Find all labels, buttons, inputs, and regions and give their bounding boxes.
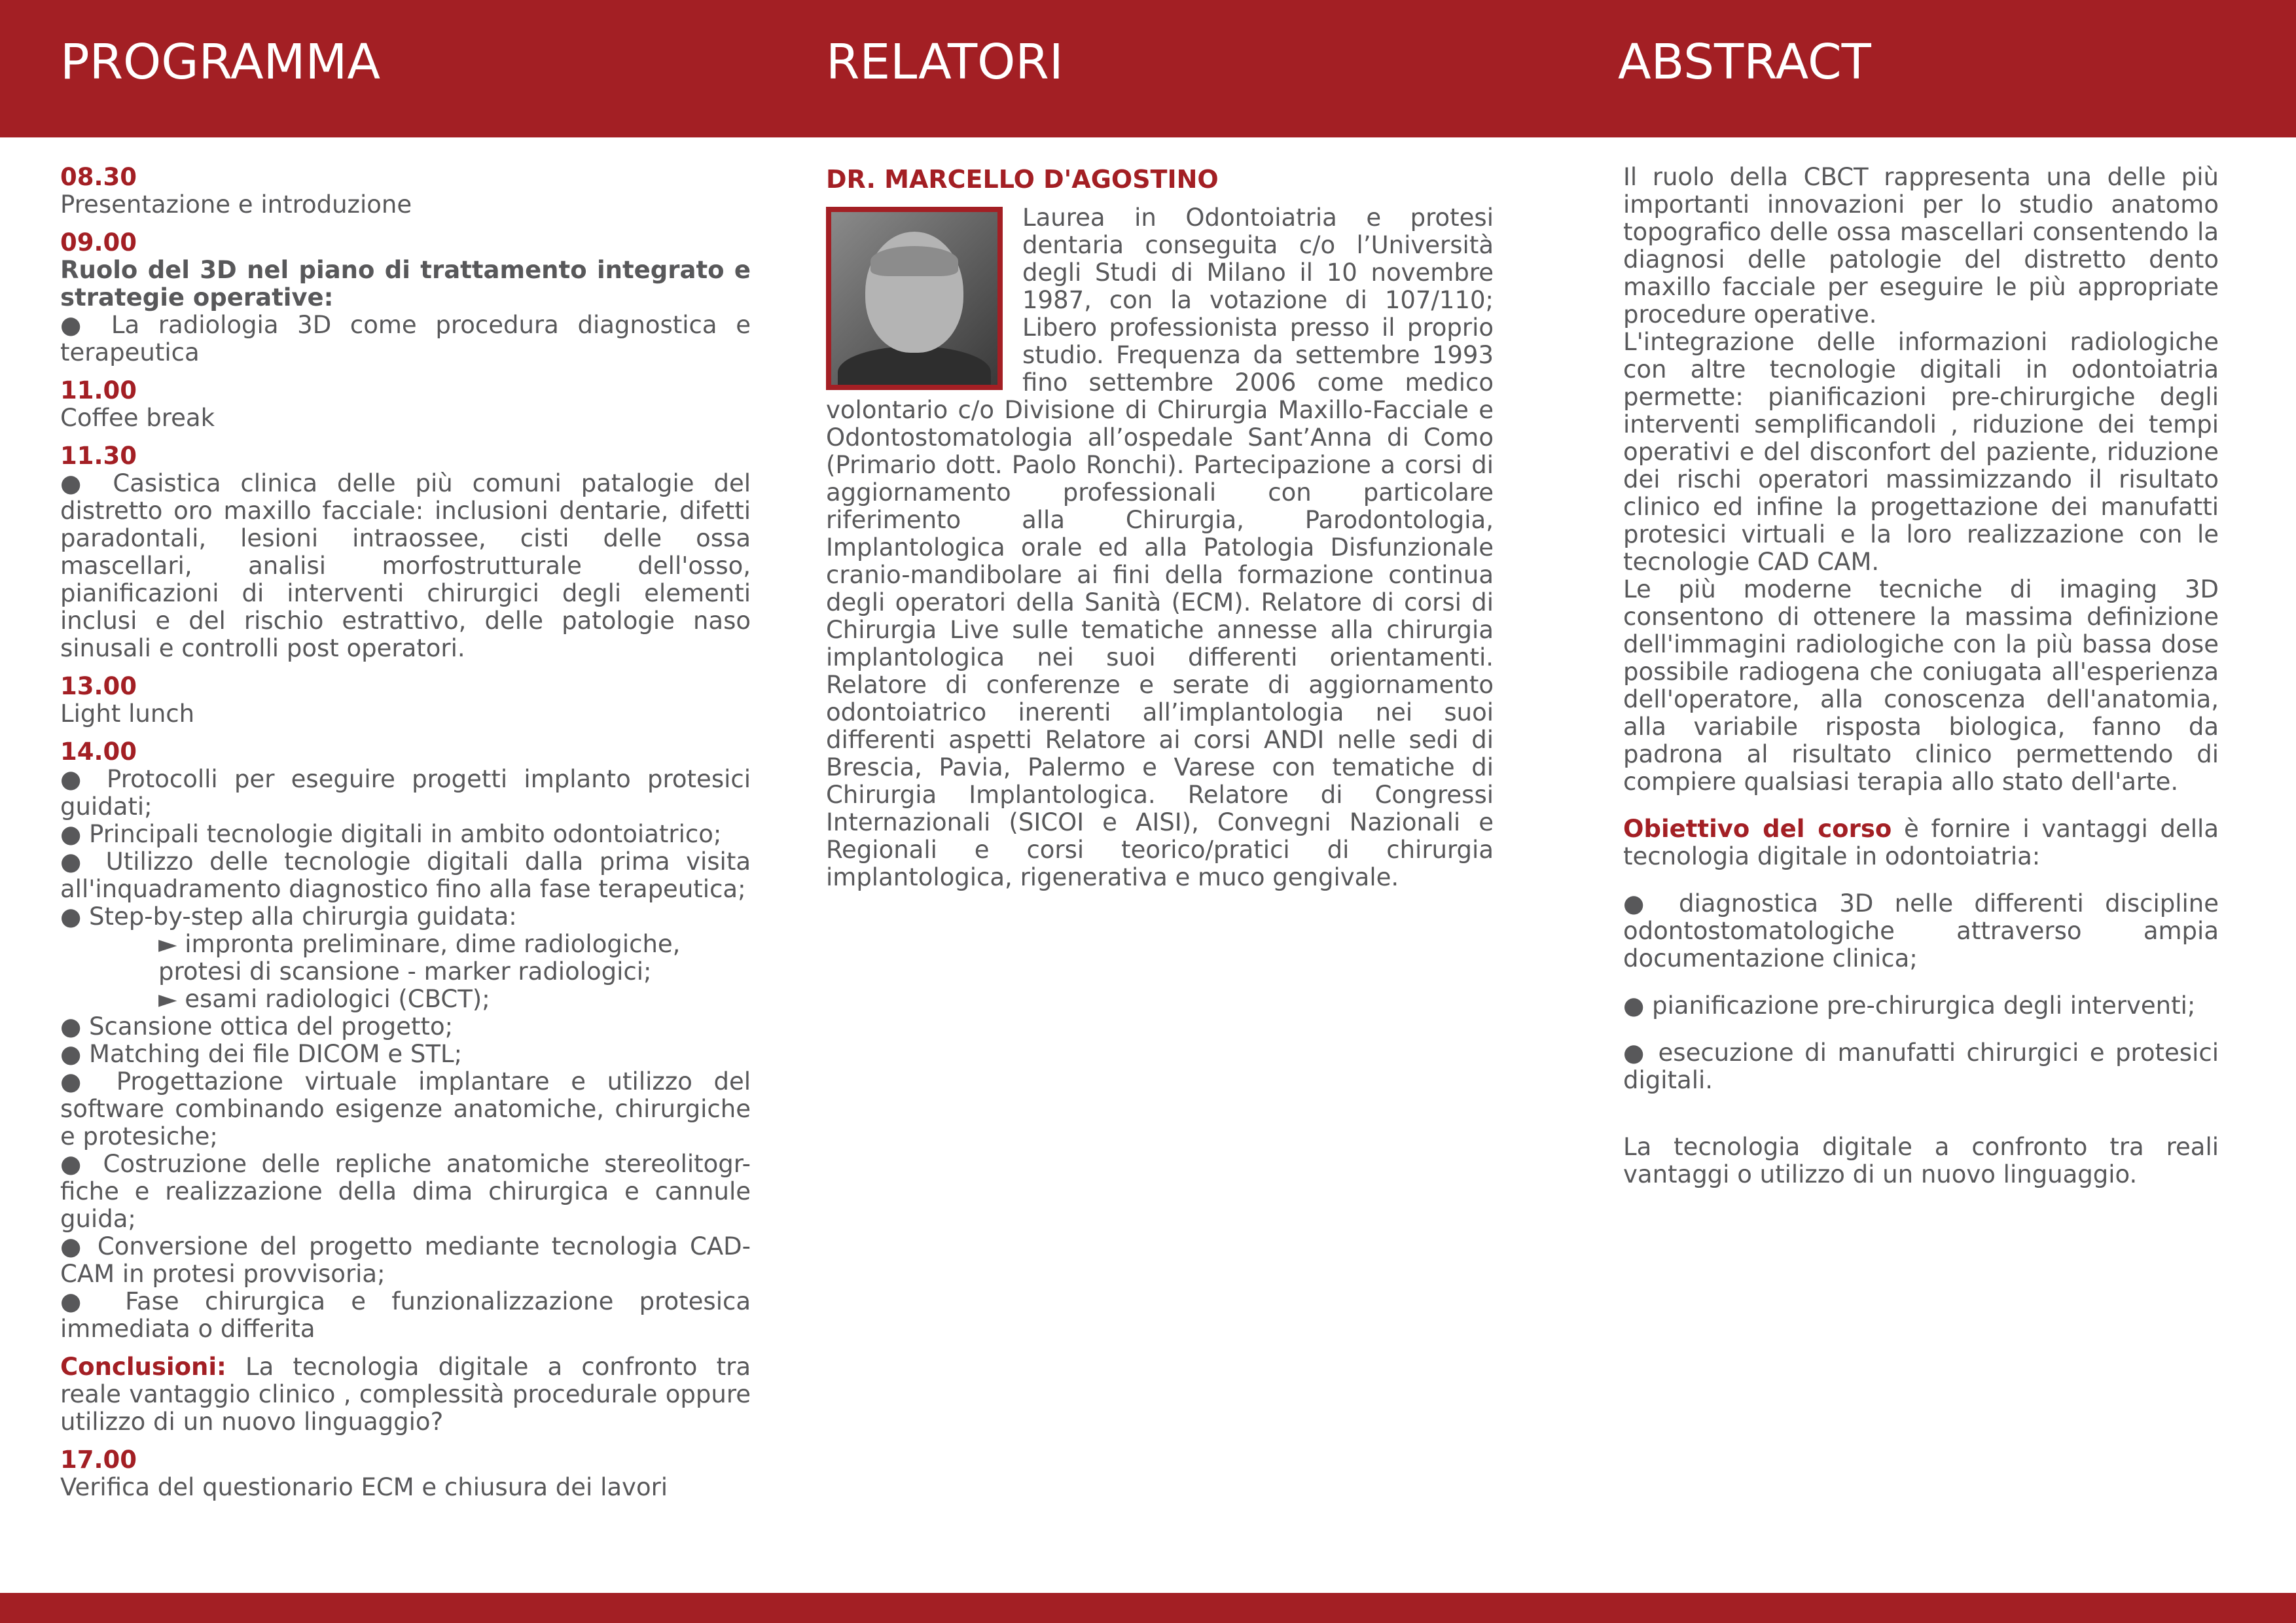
list-item: ● Progettazione virtuale implantare e utilizzo del software combinando esigenze anatomiche, chirurgiche e protesiche;	[60, 1067, 751, 1150]
session-title: Ruolo del 3D nel piano di trattamento integrato e strategie operative:	[60, 256, 751, 312]
header-abstract: ABSTRACT	[1618, 34, 1871, 90]
header-programma: PROGRAMMA	[60, 34, 380, 90]
session-text: Presentazione e introduzione	[60, 190, 412, 219]
session-time: 08.30	[60, 163, 137, 191]
session-1700	[60, 1446, 751, 1501]
session-time: 11.00	[60, 376, 137, 404]
obiettivo-text: è fornire i vantaggi della tecnologia digitale in odontoiatria:	[1623, 815, 2219, 870]
sub-item: protesi di scansione - marker radiologici;	[158, 957, 652, 986]
speaker-bio: Laurea in Odontoiatria e protesi dentaria conseguita c/o l’Università degli Studi di Milano il 10 novembre 1987, con la votazione di 107/110; Libero professionista presso il proprio studio. Frequenza da settembre 1993 fino settembre 2006 come medico volontario c/o Divisione di Chirurgia Maxillo-Facciale e Odontostomatologia all’ospedale Sant’Anna di Como (Primario dott. Paolo Ronchi). Partecipazione a corsi di aggiornamento professionali con particolare riferimento alla Chirurgia, Parodontologia, Implantologica orale ed alla Patologia Disfunzionale cranio-mandibolare ai fini della formazione continua degli operatori della Sanità (ECM). Relatore di corsi di Chirurgia Live sulle tematiche annesse alla chirurgia implantologica nei suoi differenti orientamenti. Relatore di conferenze e serate di aggiornamento odontoiatrico inerenti all’implantologia nei suoi differenti aspetti Relatore ai corsi ANDI nelle sedi di Brescia, Pavia, Palermo e Varese con tematiche di Chirurgia Implantologica. Relatore di Congressi Internazionali (SICOI e AISI), Convegni Nazionali e Regionali e corsi teorico/pratici di chirurgia implantologica, rigenerativa e muco gengivale.	[826, 204, 1494, 891]
session-time: 11.30	[60, 442, 137, 470]
session-text: Light lunch	[60, 700, 195, 728]
session-time: 09.00	[60, 228, 137, 257]
abstract-paragraph: Le più moderne tecniche di imaging 3D consentono di ottenere la massima definizione dell'immagini radiologiche con la più bassa dose possibile radiogena che coniugata all'esperienza dell'operatore, alla conoscenza dell'anatomia, alla variabile risposta biologica, fanno da padrona al risultato clinico permettendo di compiere qualsiasi terapia allo stato dell'arte.	[1623, 575, 2219, 796]
session-text: Verifica del questionario ECM e chiusura dei lavori	[60, 1473, 668, 1501]
list-item: ● esecuzione di manufatti chirurgici e protesici digitali.	[1623, 1039, 2219, 1094]
speaker-name: DR. MARCELLO D'AGOSTINO	[826, 165, 1219, 194]
header-relatori: RELATORI	[826, 34, 1064, 90]
list-item: ● Protocolli per eseguire progetti implanto protesici guidati;	[60, 765, 751, 821]
list-item: ● Principali tecnologie digitali in ambito odontoiatrico;	[60, 820, 722, 848]
list-item: ● Matching dei file DICOM e STL;	[60, 1040, 463, 1068]
list-item: ● Step-by-step alla chirurgia guidata:	[60, 902, 517, 931]
abstract-paragraph: Il ruolo della CBCT rappresenta una delle più importanti innovazioni per lo studio anatomo topografico delle ossa mascellari consentendo la diagnosi delle patologie del distretto dento maxillo facciale per eseguire le più appropriate procedure operative.	[1623, 163, 2219, 329]
session-1400	[60, 738, 751, 1343]
list-item: ● diagnostica 3D nelle differenti discipline odontostomatologiche attraverso ampia documentazione clinica;	[1623, 889, 2219, 972]
speaker-photo	[826, 207, 1003, 390]
session-text: Coffee break	[60, 404, 215, 432]
session-0900	[60, 229, 751, 366]
session-1300	[60, 673, 751, 728]
session-text: ● Casistica clinica delle più comuni patalogie del distretto oro maxillo facciale: inclusioni dentarie, difetti paradontali, lesioni intraossee, cisti delle ossa mascellari, analisi morfostrutturale dell'osso, pianificazioni di interventi chirurgici degli elementi inclusi e del rischio estrattivo, delle patologie naso sinusali e controlli post operatori.	[60, 469, 751, 662]
list-item: ● Fase chirurgica e funzionalizzazione protesica immediata o differita	[60, 1287, 751, 1343]
footer-bar	[0, 1593, 2296, 1623]
obiettivo	[1623, 815, 2219, 870]
session-time: 14.00	[60, 738, 137, 766]
sub-item: ► impronta preliminare, dime radiologiche,	[158, 930, 681, 958]
list-item: ● Costruzione delle repliche anatomiche stereolitogr-fiche e realizzazione della dima chirurgica e cannule guida;	[60, 1150, 751, 1233]
obiettivo-label: Obiettivo del corso	[1623, 815, 1892, 843]
list-item: ● Utilizzo delle tecnologie digitali dalla prima visita all'inquadramento diagnostico fino alla fase terapeutica;	[60, 847, 751, 903]
session-0830	[60, 164, 751, 219]
conclusioni-label: Conclusioni:	[60, 1353, 226, 1381]
conclusioni	[60, 1353, 751, 1436]
conclusioni-text: La tecnologia digitale a confronto tra reale vantaggio clinico , complessità procedurale oppure utilizzo di un nuovo linguaggio?	[60, 1353, 751, 1436]
list-item: ● Scansione ottica del progetto;	[60, 1012, 454, 1041]
session-time: 17.00	[60, 1446, 137, 1474]
session-1130	[60, 442, 751, 662]
list-item: ● pianificazione pre-chirurgica degli interventi;	[1623, 991, 2196, 1020]
session-time: 13.00	[60, 672, 137, 700]
abstract-paragraph: L'integrazione delle informazioni radiologiche con altre tecnologie digitali in odontoiatria permette: pianificazioni pre-chirurgiche degli interventi semplificandoli , riduzione dei tempi operativi e del disconfort del paziente, riduzione dei rischi operatori massimizzando il risultato clinico ed infine la progettazione dei manufatti protesici virtuali e la loro realizzazione con le tecnologie CAD CAM.	[1623, 328, 2219, 576]
session-item: ● La radiologia 3D come procedura diagnostica e terapeutica	[60, 311, 751, 366]
relatori-column	[826, 164, 1494, 891]
session-1100	[60, 377, 751, 432]
sub-item: ► esami radiologici (CBCT);	[158, 985, 490, 1013]
abstract-closing: La tecnologia digitale a confronto tra reali vantaggi o utilizzo di un nuovo linguaggio.	[1623, 1133, 2219, 1188]
abstract-column	[1623, 164, 2219, 1188]
list-item: ● Conversione del progetto mediante tecnologia CAD-CAM in protesi provvisoria;	[60, 1232, 751, 1288]
programma-column	[60, 164, 751, 1512]
